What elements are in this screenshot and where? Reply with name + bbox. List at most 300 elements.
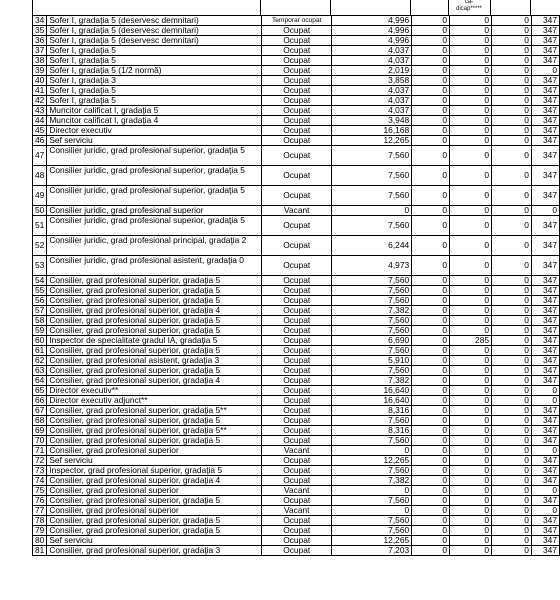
position-status: Ocupat — [262, 66, 332, 76]
value-cell: 0 — [450, 56, 492, 66]
staff-table — [32, 15, 560, 556]
value-cell: 0 — [531, 206, 559, 216]
table-row — [33, 206, 560, 216]
row-number: 55 — [33, 286, 47, 296]
value-cell: 0 — [492, 166, 532, 186]
salary-value: 0 — [332, 206, 412, 216]
row-number: 81 — [33, 546, 47, 556]
row-number: 65 — [33, 386, 47, 396]
salary-value: 7,560 — [332, 366, 412, 376]
position-name: Consilier, grad profesional superior — [47, 486, 262, 496]
table-row — [33, 426, 560, 436]
salary-value: 7,560 — [332, 166, 412, 186]
value-cell: 0 — [450, 506, 492, 516]
value-cell: 0 — [492, 476, 532, 486]
value-cell: 347 — [531, 36, 559, 46]
table-row — [33, 416, 560, 426]
salary-value: 8,316 — [332, 406, 412, 416]
value-cell: 0 — [531, 486, 559, 496]
salary-value: 7,560 — [332, 276, 412, 286]
row-number: 45 — [33, 126, 47, 136]
value-cell: 0 — [450, 136, 492, 146]
row-number: 43 — [33, 106, 47, 116]
value-cell: 0 — [412, 66, 450, 76]
salary-value: 16,168 — [332, 126, 412, 136]
value-cell: 0 — [492, 356, 532, 366]
row-number: 59 — [33, 326, 47, 336]
value-cell: 0 — [492, 446, 532, 456]
position-status: Ocupat — [262, 26, 332, 36]
row-number: 61 — [33, 346, 47, 356]
value-cell: 0 — [412, 286, 450, 296]
value-cell: 0 — [492, 36, 532, 46]
salary-value: 4,996 — [332, 26, 412, 36]
value-cell: 0 — [412, 56, 450, 66]
salary-value: 7,560 — [332, 526, 412, 536]
position-status: Ocupat — [262, 296, 332, 306]
value-cell: 347 — [531, 516, 559, 526]
header-fragment — [0, 0, 560, 15]
position-name: Sofer I, gradaţia 5 (deservesc demnitari) — [47, 36, 262, 46]
value-cell: 0 — [450, 146, 492, 166]
value-cell: 0 — [492, 16, 532, 26]
value-cell: 0 — [450, 526, 492, 536]
value-cell: 347 — [531, 286, 559, 296]
value-cell: 0 — [450, 186, 492, 206]
header-divider — [530, 0, 531, 15]
value-cell: 0 — [492, 406, 532, 416]
value-cell: 347 — [531, 186, 559, 206]
position-name: Consilier, grad profesional superior, gradaţia 5 — [47, 276, 262, 286]
position-name: Consilier, grad profesional superior, gradaţia 4 — [47, 376, 262, 386]
position-status: Ocupat — [262, 166, 332, 186]
salary-value: 7,382 — [332, 476, 412, 486]
salary-value: 4,996 — [332, 16, 412, 26]
position-status: Vacant — [262, 486, 332, 496]
value-cell: 0 — [492, 516, 532, 526]
table-row — [33, 476, 560, 486]
table-row — [33, 496, 560, 506]
value-cell: 0 — [450, 166, 492, 186]
value-cell: 0 — [412, 496, 450, 506]
position-name: Director executiv — [47, 126, 262, 136]
position-status: Ocupat — [262, 396, 332, 406]
position-status: Ocupat — [262, 56, 332, 66]
salary-value: 7,560 — [332, 326, 412, 336]
table-row — [33, 466, 560, 476]
value-cell: 347 — [531, 406, 559, 416]
position-status: Ocupat — [262, 276, 332, 286]
value-cell: 0 — [450, 366, 492, 376]
position-name: Consilier, grad profesional superior, gradaţia 5 — [47, 316, 262, 326]
value-cell: 347 — [531, 496, 559, 506]
value-cell: 0 — [412, 46, 450, 56]
value-cell: 0 — [412, 306, 450, 316]
value-cell: 0 — [412, 36, 450, 46]
position-name: Sofer I, gradaţia 5 — [47, 46, 262, 56]
table-row — [33, 16, 560, 26]
value-cell: 0 — [492, 496, 532, 506]
value-cell: 347 — [531, 216, 559, 236]
value-cell: 0 — [412, 16, 450, 26]
value-cell: 0 — [450, 286, 492, 296]
table-row — [33, 326, 560, 336]
position-name: Sofer I, gradaţia 5 (1/2 normă) — [47, 66, 262, 76]
table-body — [33, 16, 560, 556]
position-status: Ocupat — [262, 386, 332, 396]
row-number: 48 — [33, 166, 47, 186]
position-status: Ocupat — [262, 416, 332, 426]
table-row — [33, 456, 560, 466]
position-status: Ocupat — [262, 496, 332, 506]
table-row — [33, 216, 560, 236]
row-number: 58 — [33, 316, 47, 326]
salary-value: 7,382 — [332, 376, 412, 386]
salary-value: 7,560 — [332, 346, 412, 356]
salary-value: 4,037 — [332, 106, 412, 116]
position-name: Consilier, grad profesional superior, gradaţia 5 — [47, 326, 262, 336]
value-cell: 0 — [450, 516, 492, 526]
salary-value: 7,560 — [332, 186, 412, 206]
value-cell: 0 — [492, 436, 532, 446]
salary-value: 7,560 — [332, 146, 412, 166]
row-number: 73 — [33, 466, 47, 476]
row-number: 68 — [33, 416, 47, 426]
position-name: Consilier, grad profesional superior, gradaţia 5 — [47, 346, 262, 356]
position-status: Vacant — [262, 446, 332, 456]
salary-value: 12,265 — [332, 136, 412, 146]
value-cell: 0 — [492, 56, 532, 66]
value-cell: 0 — [450, 206, 492, 216]
position-name: Consilier, grad profesional superior, gradaţia 4 — [47, 476, 262, 486]
table-row — [33, 306, 560, 316]
table-row — [33, 136, 560, 146]
value-cell: 0 — [531, 446, 559, 456]
salary-value: 2,019 — [332, 66, 412, 76]
value-cell: 0 — [450, 326, 492, 336]
value-cell: 0 — [450, 96, 492, 106]
value-cell: 0 — [412, 206, 450, 216]
value-cell: 347 — [531, 126, 559, 136]
salary-value: 7,560 — [332, 516, 412, 526]
value-cell: 0 — [450, 306, 492, 316]
value-cell: 0 — [450, 476, 492, 486]
position-name: Consilier, grad profesional superior, gradaţia 5 — [47, 366, 262, 376]
table-row — [33, 356, 560, 366]
table-row — [33, 296, 560, 306]
salary-value: 7,560 — [332, 466, 412, 476]
position-status: Ocupat — [262, 236, 332, 256]
value-cell: 0 — [450, 386, 492, 396]
table-row — [33, 386, 560, 396]
value-cell: 0 — [412, 106, 450, 116]
row-number: 57 — [33, 306, 47, 316]
position-name: Consilier, grad profesional superior, gradaţia 5 — [47, 436, 262, 446]
position-name: Inspector de specialitate gradul IA, gradaţia 5 — [47, 336, 262, 346]
position-status: Ocupat — [262, 436, 332, 446]
row-number: 70 — [33, 436, 47, 446]
position-status: Ocupat — [262, 96, 332, 106]
table-row — [33, 526, 560, 536]
value-cell: 347 — [531, 236, 559, 256]
salary-value: 3,948 — [332, 116, 412, 126]
value-cell: 0 — [450, 86, 492, 96]
position-status: Ocupat — [262, 216, 332, 236]
value-cell: 0 — [450, 66, 492, 76]
position-status: Ocupat — [262, 346, 332, 356]
value-cell: 0 — [412, 356, 450, 366]
table-row — [33, 376, 560, 386]
value-cell: 0 — [492, 326, 532, 336]
salary-value: 6,690 — [332, 336, 412, 346]
table-row — [33, 106, 560, 116]
table-row — [33, 436, 560, 446]
value-cell: 347 — [531, 546, 559, 556]
value-cell: 347 — [531, 116, 559, 126]
value-cell: 347 — [531, 26, 559, 36]
value-cell: 0 — [492, 26, 532, 36]
row-number: 69 — [33, 426, 47, 436]
position-status: Vacant — [262, 206, 332, 216]
row-number: 60 — [33, 336, 47, 346]
value-cell: 0 — [412, 216, 450, 236]
value-cell: 0 — [450, 46, 492, 56]
value-cell: 0 — [492, 336, 532, 346]
value-cell: 0 — [412, 436, 450, 446]
salary-value: 7,560 — [332, 416, 412, 426]
value-cell: 0 — [492, 416, 532, 426]
table-row — [33, 336, 560, 346]
salary-value: 7,203 — [332, 546, 412, 556]
salary-value: 12,265 — [332, 536, 412, 546]
value-cell: 0 — [492, 386, 532, 396]
position-name: Consilier, grad profesional superior, gradaţia 5 — [47, 286, 262, 296]
salary-value: 7,560 — [332, 496, 412, 506]
position-name: Muncitor calificat I, gradaţia 4 — [47, 116, 262, 126]
value-cell: 347 — [531, 16, 559, 26]
row-number: 50 — [33, 206, 47, 216]
value-cell: 0 — [412, 376, 450, 386]
position-status: Ocupat — [262, 426, 332, 436]
value-cell: 347 — [531, 456, 559, 466]
row-number: 66 — [33, 396, 47, 406]
value-cell: 0 — [412, 136, 450, 146]
position-status: Ocupat — [262, 306, 332, 316]
value-cell: 0 — [492, 216, 532, 236]
table-row — [33, 406, 560, 416]
position-name: Consilier juridic, grad profesional superior, gradaţia 5 — [47, 166, 262, 186]
row-number: 78 — [33, 516, 47, 526]
value-cell: 0 — [492, 366, 532, 376]
row-number: 71 — [33, 446, 47, 456]
row-number: 34 — [33, 16, 47, 26]
position-name: Director executiv adjunct** — [47, 396, 262, 406]
value-cell: 0 — [412, 516, 450, 526]
row-number: 42 — [33, 96, 47, 106]
table-row — [33, 46, 560, 56]
value-cell: 0 — [412, 466, 450, 476]
value-cell: 0 — [450, 456, 492, 466]
value-cell: 347 — [531, 356, 559, 366]
table-row — [33, 186, 560, 206]
value-cell: 0 — [531, 66, 559, 76]
salary-value: 0 — [332, 486, 412, 496]
position-name: Sofer I, gradaţia 5 — [47, 96, 262, 106]
position-status: Ocupat — [262, 256, 332, 276]
value-cell: 0 — [450, 126, 492, 136]
position-name: Consilier juridic, grad profesional asistent, gradaţia 0 — [47, 256, 262, 276]
value-cell: 0 — [412, 416, 450, 426]
value-cell: 347 — [531, 426, 559, 436]
row-number: 39 — [33, 66, 47, 76]
position-name: Sofer I, gradaţia 3 — [47, 76, 262, 86]
value-cell: 0 — [412, 346, 450, 356]
salary-value: 5,910 — [332, 356, 412, 366]
row-number: 63 — [33, 366, 47, 376]
salary-value: 7,560 — [332, 316, 412, 326]
value-cell: 0 — [450, 26, 492, 36]
value-cell: 0 — [412, 96, 450, 106]
table-row — [33, 536, 560, 546]
position-status: Ocupat — [262, 516, 332, 526]
value-cell: 0 — [412, 446, 450, 456]
value-cell: 347 — [531, 296, 559, 306]
value-cell: 0 — [412, 256, 450, 276]
value-cell: 0 — [412, 546, 450, 556]
value-cell: 0 — [492, 506, 532, 516]
header-divider — [32, 0, 33, 15]
value-cell: 0 — [450, 316, 492, 326]
position-status: Ocupat — [262, 476, 332, 486]
row-number: 64 — [33, 376, 47, 386]
row-number: 76 — [33, 496, 47, 506]
value-cell: 0 — [450, 276, 492, 286]
position-status: Ocupat — [262, 376, 332, 386]
salary-value: 4,037 — [332, 46, 412, 56]
value-cell: 0 — [412, 236, 450, 256]
position-status: Ocupat — [262, 406, 332, 416]
value-cell: 0 — [412, 366, 450, 376]
value-cell: 0 — [412, 276, 450, 286]
value-cell: 347 — [531, 326, 559, 336]
value-cell: 347 — [531, 86, 559, 96]
value-cell: 347 — [531, 366, 559, 376]
value-cell: 347 — [531, 256, 559, 276]
position-name: Consilier, grad profesional superior, gradaţia 3 — [47, 546, 262, 556]
salary-value: 7,560 — [332, 216, 412, 236]
row-number: 49 — [33, 186, 47, 206]
position-status: Ocupat — [262, 466, 332, 476]
value-cell: 0 — [450, 106, 492, 116]
value-cell: 0 — [412, 326, 450, 336]
value-cell: 0 — [531, 506, 559, 516]
position-name: Consilier, grad profesional superior, gradaţia 4 — [47, 306, 262, 316]
value-cell: 0 — [492, 346, 532, 356]
position-status: Ocupat — [262, 186, 332, 206]
value-cell: 0 — [492, 396, 532, 406]
value-cell: 0 — [450, 436, 492, 446]
position-name: Consilier juridic, grad profesional superior, gradaţia 5 — [47, 216, 262, 236]
position-status: Ocupat — [262, 536, 332, 546]
table-row — [33, 256, 560, 276]
value-cell: 0 — [450, 416, 492, 426]
position-status: Ocupat — [262, 76, 332, 86]
position-name: Consilier, grad profesional superior, gradaţia 5** — [47, 426, 262, 436]
value-cell: 0 — [492, 316, 532, 326]
header-divider — [490, 0, 491, 15]
position-status: Ocupat — [262, 336, 332, 346]
table-row — [33, 36, 560, 46]
value-cell: 0 — [412, 426, 450, 436]
header-divider — [260, 0, 261, 15]
value-cell: 0 — [492, 426, 532, 436]
table-row — [33, 146, 560, 166]
value-cell: 285 — [450, 336, 492, 346]
position-status: Ocupat — [262, 326, 332, 336]
value-cell: 0 — [450, 376, 492, 386]
table-row — [33, 126, 560, 136]
row-number: 72 — [33, 456, 47, 466]
value-cell: 347 — [531, 76, 559, 86]
table-row — [33, 276, 560, 286]
position-status: Ocupat — [262, 46, 332, 56]
row-number: 62 — [33, 356, 47, 366]
value-cell: 347 — [531, 476, 559, 486]
salary-value: 16,640 — [332, 386, 412, 396]
value-cell: 0 — [412, 126, 450, 136]
row-number: 46 — [33, 136, 47, 146]
position-name: Consilier, grad profesional superior, gradaţia 5 — [47, 496, 262, 506]
value-cell: 0 — [412, 336, 450, 346]
value-cell: 0 — [412, 316, 450, 326]
table-row — [33, 486, 560, 496]
position-status: Ocupat — [262, 366, 332, 376]
salary-value: 7,560 — [332, 436, 412, 446]
value-cell: 347 — [531, 466, 559, 476]
position-status: Vacant — [262, 506, 332, 516]
value-cell: 0 — [492, 376, 532, 386]
value-cell: 0 — [450, 356, 492, 366]
salary-value: 7,382 — [332, 306, 412, 316]
value-cell: 347 — [531, 136, 559, 146]
position-name: Sef serviciu — [47, 536, 262, 546]
value-cell: 0 — [412, 186, 450, 206]
value-cell: 347 — [531, 536, 559, 546]
row-number: 44 — [33, 116, 47, 126]
value-cell: 347 — [531, 146, 559, 166]
position-name: Consilier, grad profesional superior — [47, 506, 262, 516]
row-number: 75 — [33, 486, 47, 496]
salary-value: 4,973 — [332, 256, 412, 276]
row-number: 36 — [33, 36, 47, 46]
header-divider — [330, 0, 331, 15]
row-number: 51 — [33, 216, 47, 236]
value-cell: 0 — [412, 486, 450, 496]
value-cell: 347 — [531, 166, 559, 186]
position-status: Ocupat — [262, 356, 332, 366]
salary-value: 4,996 — [332, 36, 412, 46]
row-number: 53 — [33, 256, 47, 276]
value-cell: 0 — [412, 146, 450, 166]
position-name: Consilier, grad profesional superior — [47, 446, 262, 456]
value-cell: 0 — [450, 396, 492, 406]
position-name: Consilier, grad profesional superior, gradaţia 5** — [47, 406, 262, 416]
value-cell: 0 — [492, 96, 532, 106]
value-cell: 0 — [412, 406, 450, 416]
value-cell: 0 — [450, 546, 492, 556]
position-name: Inspector, grad profesional superior, gradaţia 5 — [47, 466, 262, 476]
table-row — [33, 86, 560, 96]
